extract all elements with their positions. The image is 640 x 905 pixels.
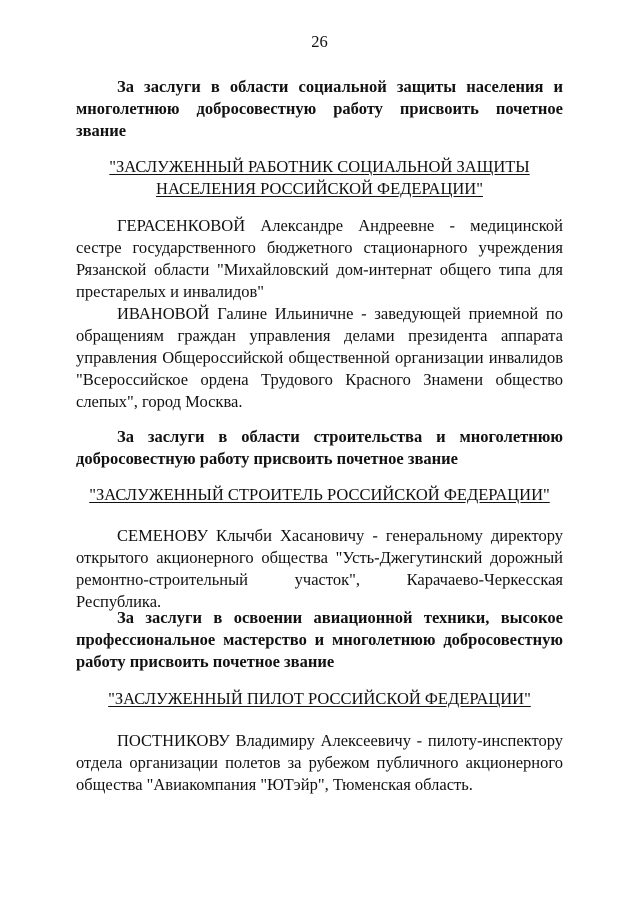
award-title-social-protection: [76, 156, 563, 200]
award-title-aviation: [76, 688, 563, 710]
award-title-construction: [76, 484, 563, 506]
award-title-line: "ЗАСЛУЖЕННЫЙ СТРОИТЕЛЬ РОССИЙСКОЙ ФЕДЕРАЦИИ": [89, 485, 550, 504]
decree-text-social-protection: За заслуги в области социальной защиты населения и многолетнюю добросовестную работу присвоить почетное звание: [76, 77, 563, 140]
decree-text-aviation: За заслуги в освоении авиационной техники, высокое профессиональное мастерство и многолетнюю добросовестную работу присвоить почетное звание: [76, 608, 563, 671]
decree-text-construction: За заслуги в области строительства и многолетнюю добросовестную работу присвоить почетное звание: [76, 427, 563, 468]
award-title-line: НАСЕЛЕНИЯ РОССИЙСКОЙ ФЕДЕРАЦИИ": [156, 179, 483, 198]
awardee-entry: ПОСТНИКОВУ Владимиру Алексеевичу - пилоту-инспектору отдела организации полетов за рубежом публичного акционерного общества "Авиакомпания "ЮТэйр", Тюменская область.: [76, 731, 563, 794]
awardee-entry: ГЕРАСЕНКОВОЙ Александре Андреевне - медицинской сестре государственного бюджетного стационарного учреждения Рязанской области "Михайловский дом-интернат общего типа для престарелых и инвалидов": [76, 216, 563, 301]
awardee-entry: ИВАНОВОЙ Галине Ильиничне - заведующей приемной по обращениям граждан управления делами президента аппарата управления Общероссийской общественной организации инвалидов "Всероссийское ордена Трудового Красного Знамени общество слепых", город Москва.: [76, 304, 563, 411]
awardee-entry: СЕМЕНОВУ Клычби Хасановичу - генеральному директору открытого акционерного общества "Усть-Джегутинский дорожный ремонтно-строительный участок", Карачаево-Черкесская Республика.: [76, 526, 563, 611]
award-title-line: "ЗАСЛУЖЕННЫЙ ПИЛОТ РОССИЙСКОЙ ФЕДЕРАЦИИ": [108, 689, 531, 708]
award-title-line: "ЗАСЛУЖЕННЫЙ РАБОТНИК СОЦИАЛЬНОЙ ЗАЩИТЫ: [109, 157, 530, 176]
page-number: 26: [311, 32, 328, 51]
